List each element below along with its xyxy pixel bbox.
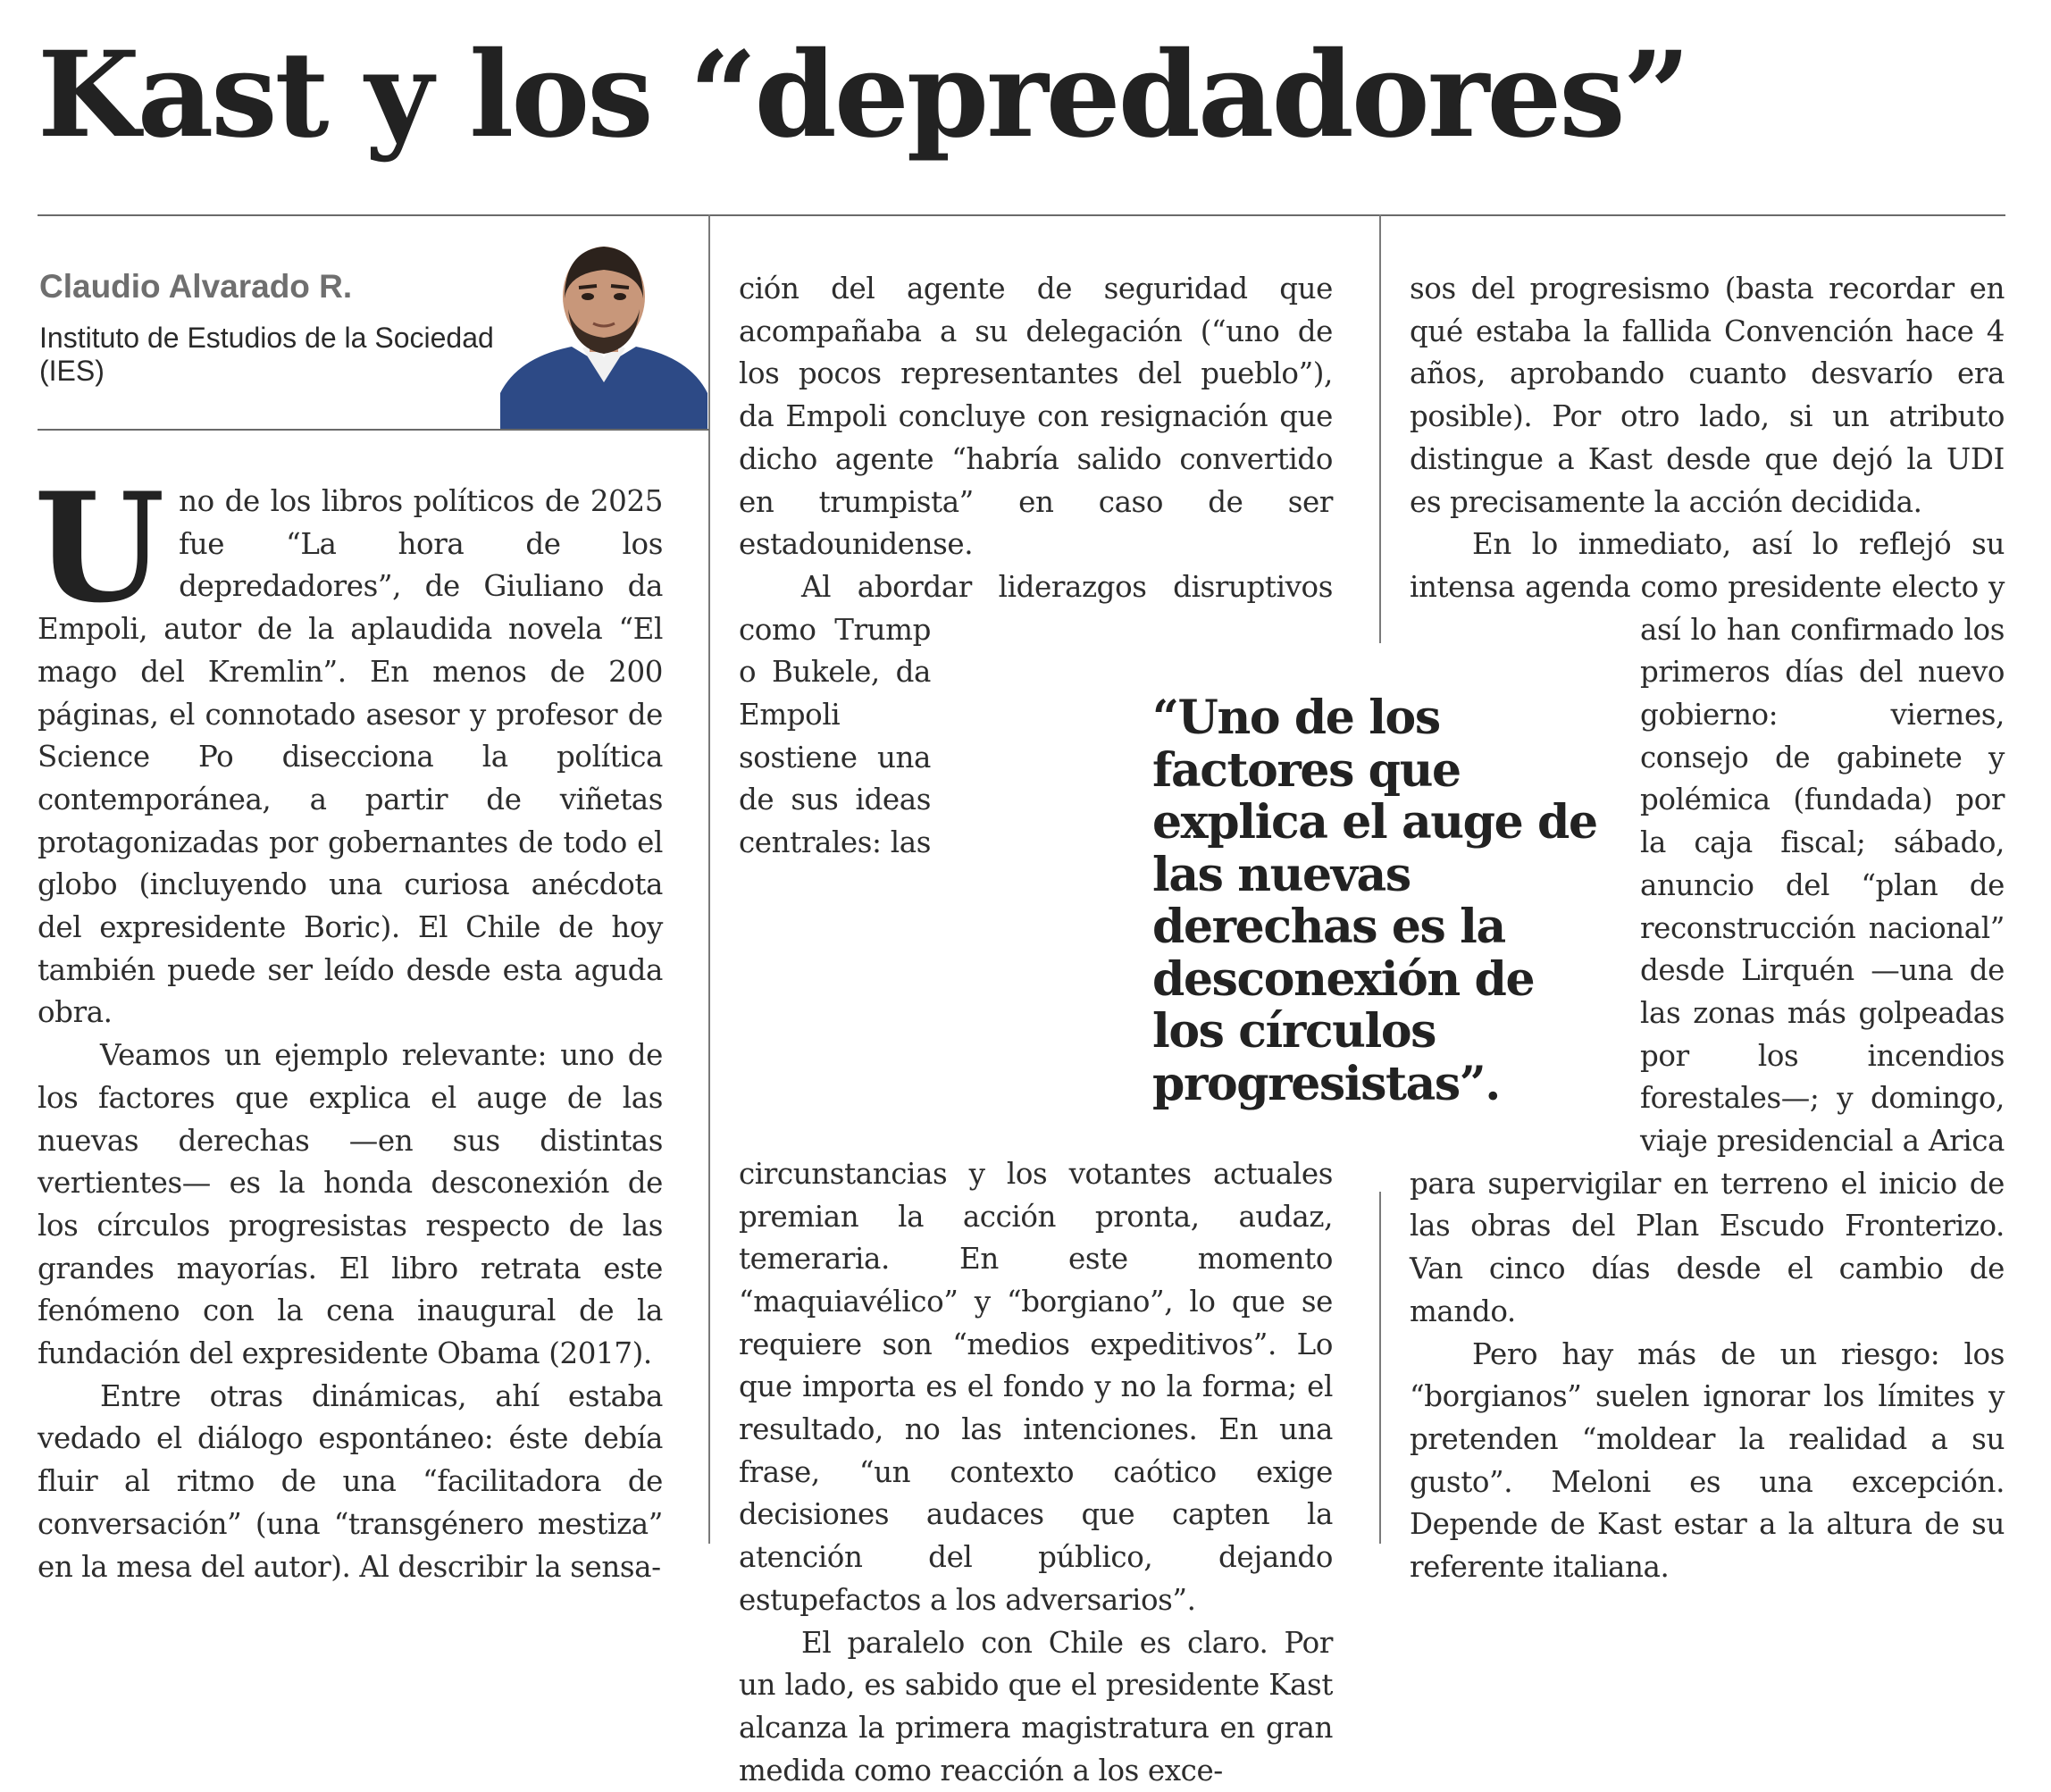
pull-quote: “Uno de los factores que explica el auge de las nuevas derechas es la desconexión de los círculos progresistas”. bbox=[1152, 691, 1597, 1111]
paragraph-7: Pero hay más de un riesgo: los “borgianos” suelen ignorar los límites y pretenden “moldear la realidad a su gusto”. Meloni es una excepción. Depende de Kast estar a la altura de su referente italiana. bbox=[1410, 1336, 2005, 1585]
author-photo-icon bbox=[500, 223, 707, 429]
paragraph-1: Uno de los libros políticos de 2025 fue “La hora de los depredadores”, de Giuliano da Empoli, autor de la aplaudida novela “El mago del Kremlin”. En menos de 200 páginas, el connotado asesor y profesor de Science Po disecciona la política contemporánea, a partir de viñetas protagonizadas por gobernantes de todo el globo (incluyendo una curiosa anécdota del expresidente Boric). El Chile de hoy también puede ser leído desde esta aguda obra. bbox=[34, 459, 663, 1030]
paragraph-4: Al abordar liderazgos disruptivos como Trump o Bukele, da Empoli sostiene una de sus ideas centrales: las circunstancias y los votantes actuales premian la acción pronta, audaz, temeraria. En este momento “maquiavélico” y “borgiano”, lo que se requiere son “medios expeditivos”. Lo que importa es el fondo y no la forma; el resultado, no las intenciones. En una frase, “un contexto caótico exige decisiones audaces que capten la atención del público, dejando estupefactos a los adversarios”. bbox=[739, 569, 1333, 1617]
drop-cap: U bbox=[34, 459, 165, 636]
paragraph-3-end: ción del agente de seguridad que acompañaba a su delegación (“uno de los pocos representantes del pueblo”), da Empoli concluye con resignación que dicho agente “habría salido convertido en trumpista” en caso de ser estadounidense. bbox=[739, 272, 1333, 562]
paragraph-3-start: Entre otras dinámicas, ahí estaba vedado el diálogo espontáneo: éste debía fluir al ritmo de una “facilitadora de conversación” (una “transgénero mestiza” en la mesa del autor). Al describir la sensa- bbox=[38, 1378, 663, 1584]
headline: Kast y los “depredadores” bbox=[38, 26, 1688, 164]
column-divider-2-bottom bbox=[1379, 1192, 1381, 1544]
article-column-1 bbox=[34, 459, 663, 1588]
column-divider-2-top bbox=[1379, 214, 1381, 643]
paragraph-2: Veamos un ejemplo relevante: uno de los factores que explica el auge de las nuevas derechas —en sus distintas vertientes— es la honda desconexión de los círculos progresistas respecto de las grandes mayorías. El libro retrata este fenómeno con la cena inaugural de la fundación del expresidente Obama (2017). bbox=[38, 1038, 663, 1371]
top-rule bbox=[38, 214, 2005, 216]
paragraph-6: En lo inmediato, así lo reflejó su intensa agenda como presidente electo y así lo han confirmado los primeros días del nuevo gobierno: viernes, consejo de gabinete y polémica (fundada) por la caja fiscal; sábado, anuncio del “plan de reconstrucción nacional” desde Lirquén —una de las zonas más golpeadas por los incendios forestales—; y domingo, viaje presidencial a Arica para supervigilar en terreno el inicio de las obras del Plan Escudo Fronterizo. Van cinco días desde el cambio de mando. bbox=[1410, 527, 2005, 1328]
column-divider-1 bbox=[708, 214, 710, 1544]
author-name: Claudio Alvarado R. bbox=[39, 268, 353, 305]
byline-rule bbox=[38, 429, 709, 431]
author-institution: Instituto de Estudios de la Sociedad (IES) bbox=[39, 322, 494, 387]
paragraph-5-start: El paralelo con Chile es claro. Por un lado, es sabido que el presidente Kast alcanza la primera magistratura en gran medida como reacción a los exce- bbox=[739, 1625, 1333, 1788]
paragraph-5-end: sos del progresismo (basta recordar en qué estaba la fallida Convención hace 4 años, aprobando cuanto desvarío era posible). Por otro lado, si un atributo distingue a Kast desde que dejó la UDI es precisamente la acción decidida. bbox=[1410, 272, 2005, 519]
